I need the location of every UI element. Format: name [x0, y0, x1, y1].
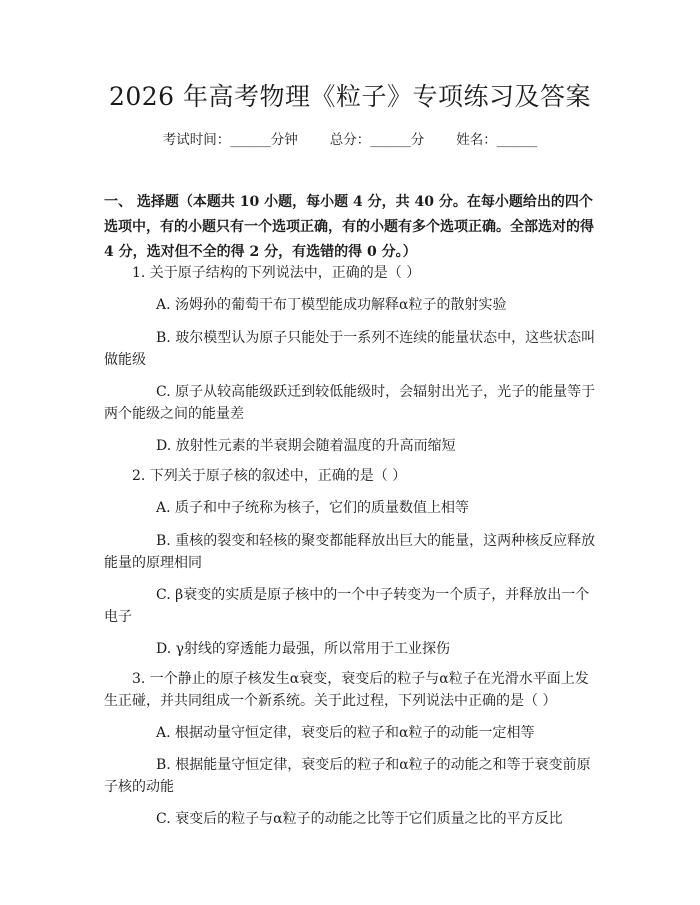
- section-heading: 一、 选择题（本题共 10 小题，每小题 4 分，共 40 分。在每小题给出的四个选项中，有的小题只有一个选项正确，有的小题有多个选项正确。全部选对的得 4 分，选对但不全的得 2 分，有选错的得 0 分。）: [104, 194, 594, 260]
- total-score: 总分：______分: [329, 132, 425, 148]
- question-2-option-b: B. 重核的裂变和轻核的聚变都能释放出巨大的能量，这两种核反应释放: [156, 533, 596, 549]
- question-2-option-b-cont: 能量的原理相同: [104, 555, 202, 571]
- question-3-option-c: C. 衰变后的粒子与α粒子的动能之比等于它们质量之比的平方反比: [156, 811, 563, 827]
- question-1-option-b: B. 玻尔模型认为原子只能处于一系列不连续的能量状态中，这些状态叫: [156, 330, 596, 346]
- question-2-stem: 2. 下列关于原子核的叙述中，正确的是（ ）: [132, 468, 407, 484]
- question-1-option-c-cont: 两个能级之间的能量差: [104, 406, 244, 422]
- question-2-option-c: C. β衰变的实质是原子核中的一个中子转变为一个质子，并释放出一个: [156, 587, 590, 603]
- question-1-option-c: C. 原子从较高能级跃迁到较低能级时，会辐射出光子，光子的能量等于: [156, 384, 596, 400]
- question-1-option-d: D. 放射性元素的半衰期会随着温度的升高而缩短: [156, 438, 456, 454]
- question-2-option-d: D. γ射线的穿透能力最强，所以常用于工业探伤: [156, 641, 450, 657]
- student-name: 姓名：______: [456, 132, 538, 148]
- question-1-option-a: A. 汤姆孙的葡萄干布丁模型能成功解释α粒子的散射实验: [156, 297, 507, 313]
- question-1-stem: 1. 关于原子结构的下列说法中，正确的是（ ）: [132, 265, 421, 281]
- question-3-option-b: B. 根据能量守恒定律，衰变后的粒子和α粒子的动能之和等于衰变前原: [156, 757, 591, 773]
- exam-meta: [0, 130, 700, 150]
- question-1-option-b-cont: 做能级: [104, 352, 146, 368]
- question-3-stem: 3. 一个静止的原子核发生α衰变，衰变后的粒子与α粒子在光滑水平面上发: [132, 671, 589, 687]
- question-2-option-a: A. 质子和中子统称为核子，它们的质量数值上相等: [156, 500, 470, 516]
- question-3-option-a: A. 根据动量守恒定律，衰变后的粒子和α粒子的动能一定相等: [156, 725, 535, 741]
- page-title: 2026 年高考物理《粒子》专项练习及答案: [108, 82, 592, 111]
- exam-time: 考试时间：______分钟: [162, 132, 298, 148]
- question-3-stem-cont: 生正碰，并共同组成一个新系统。关于此过程，下列说法中正确的是（ ）: [104, 693, 557, 709]
- question-2-option-c-cont: 电子: [104, 609, 132, 625]
- question-3-option-b-cont: 子核的动能: [104, 779, 174, 795]
